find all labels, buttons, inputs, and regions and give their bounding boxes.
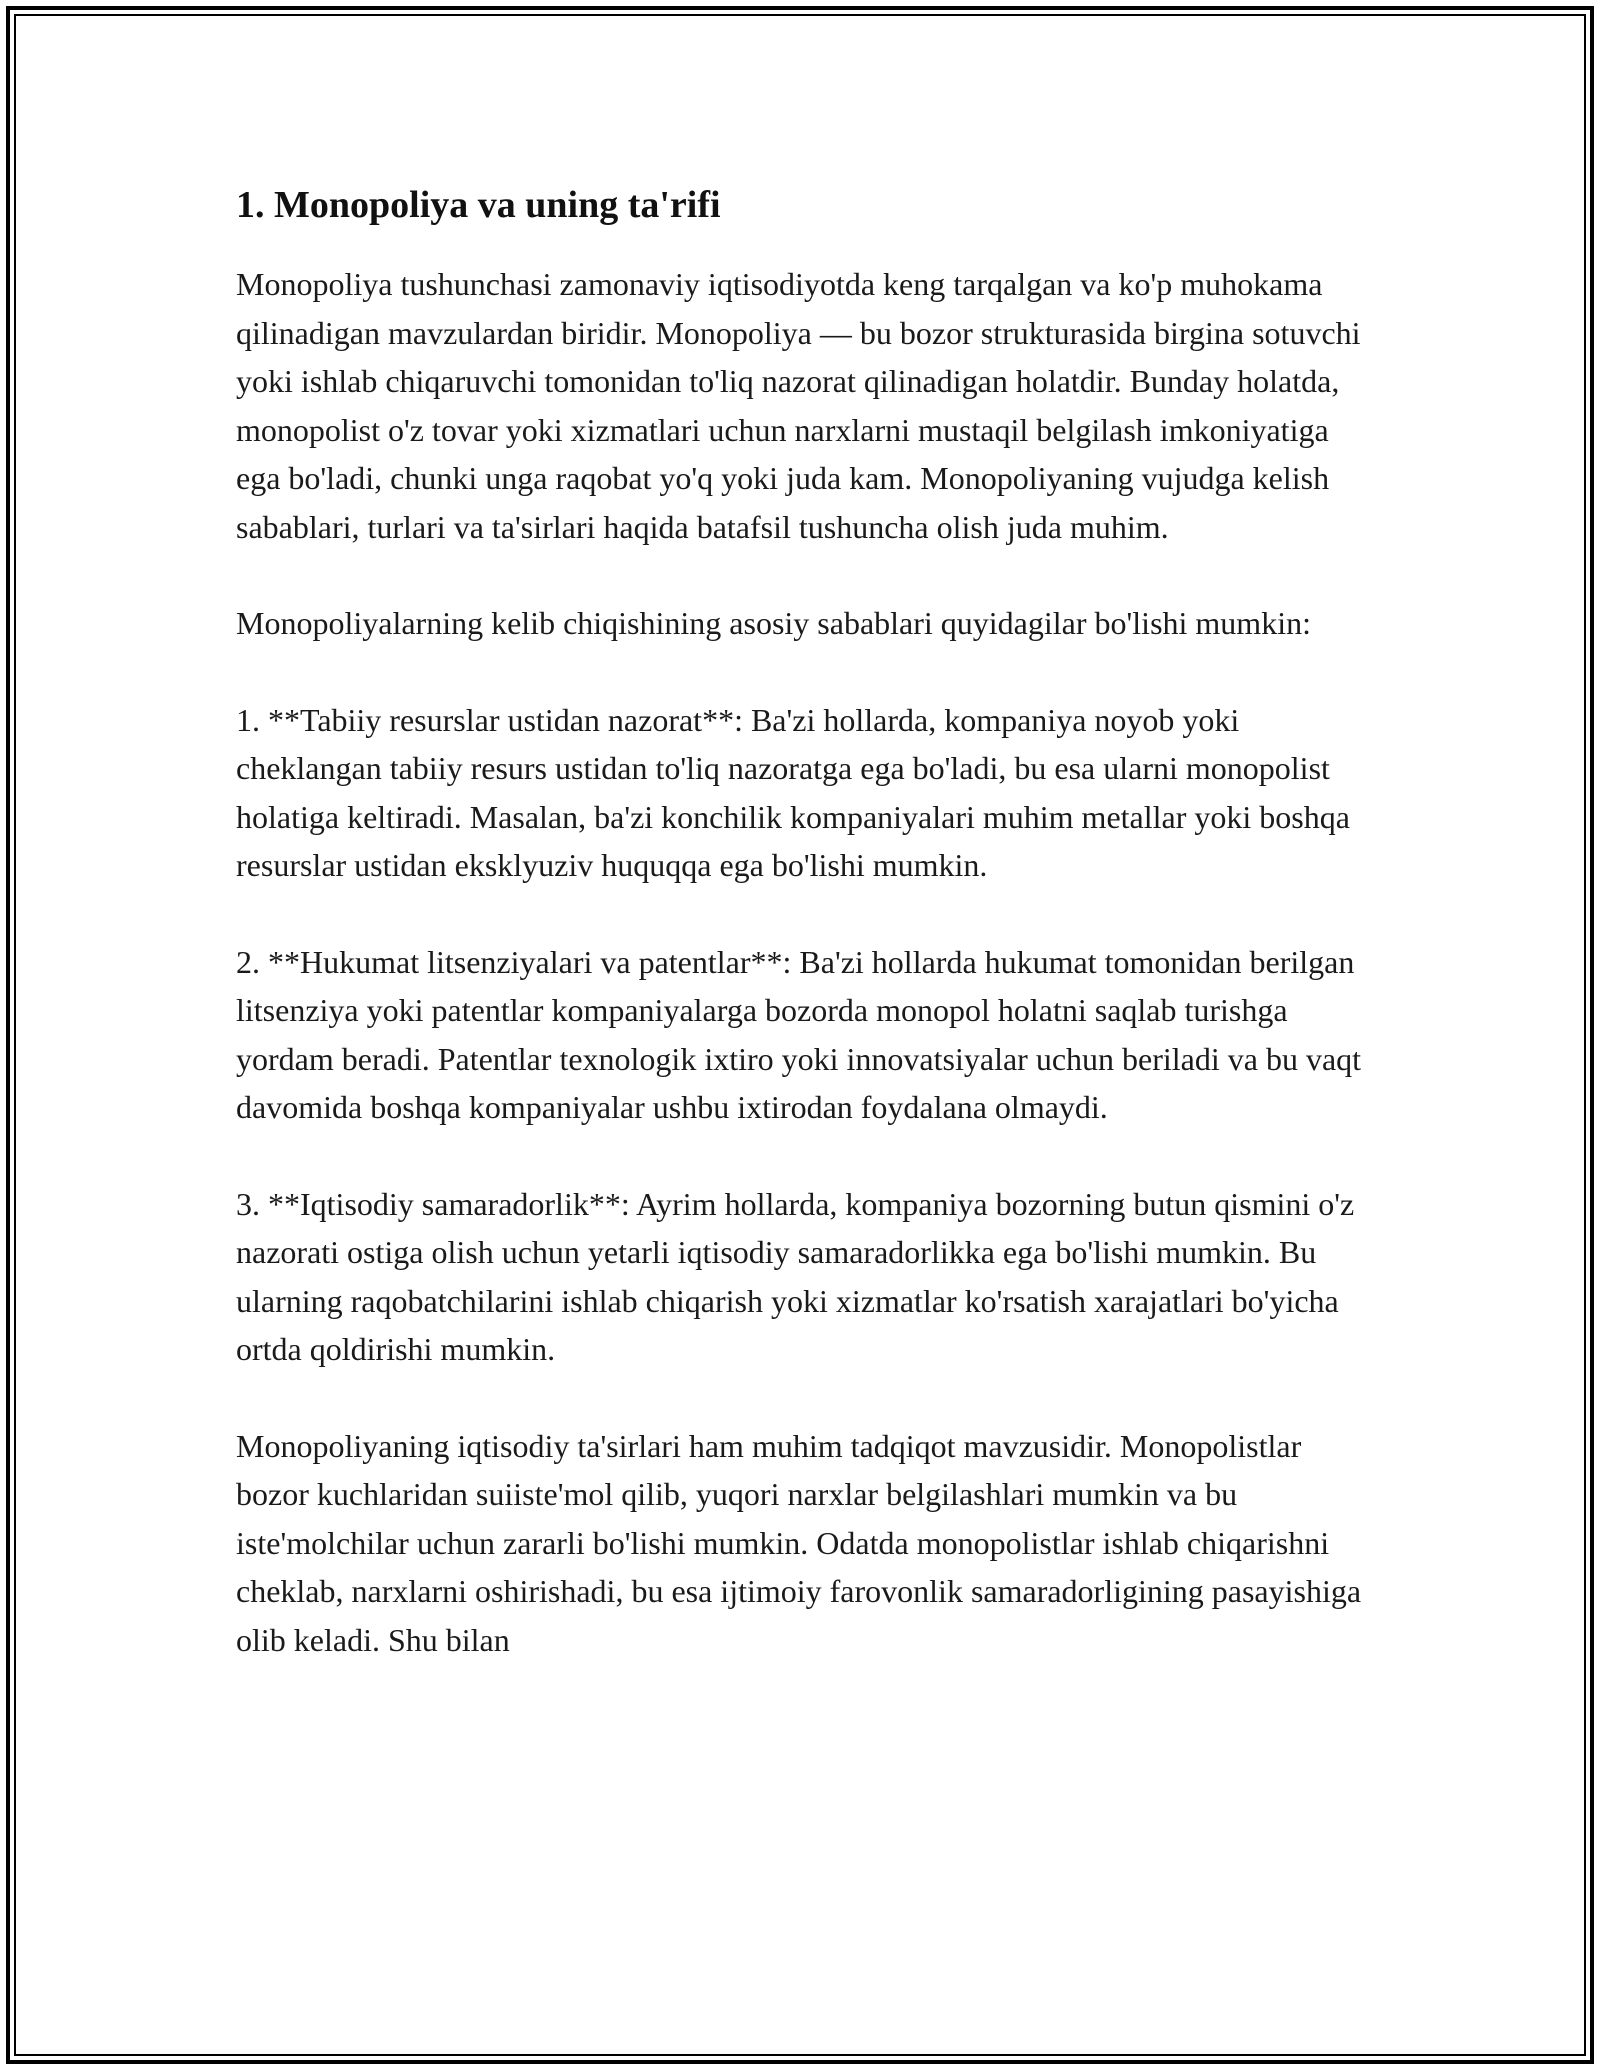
paragraph-intro: Monopoliya tushunchasi zamonaviy iqtisodiyotda keng tarqalgan va ko'p muhokama qilinadigan mavzulardan biridir. Monopoliya — bu bozor strukturasida birgina sotuvchi yoki ishlab chiqaruvchi tomonidan to'liq nazorat qilinadigan holatdir. Bunday holatda, monopolist o'z tovar yoki xizmatlari uchun narxlarni mustaqil belgilash imkoniyatiga ega bo'ladi, chunki unga raqobat yo'q yoki juda kam. Monopoliyaning vujudga kelish sabablari, turlari va ta'sirlari haqida batafsil tushuncha olish juda muhim. bbox=[236, 266, 1361, 545]
paragraph-economic-effects: Monopoliyaning iqtisodiy ta'sirlari ham muhim tadqiqot mavzusidir. Monopolistlar bozor kuchlaridan suiiste'mol qilib, yuqori narxlar belgilashlari mumkin va bu iste'molchilar uchun zararli bo'lishi mumkin. Odatda monopolistlar ishlab chiqarishni cheklab, narxlarni oshirishadi, bu esa ijtimoiy farovonlik samaradorligining pasayishiga olib keladi. Shu bilan bbox=[236, 1427, 1362, 1658]
list-item-government-licenses: 2. **Hukumat litsenziyalari va patentlar**: Ba'zi hollarda hukumat tomonidan berilgan litsenziya yoki patentlar kompaniyalarga bozorda monopol holatni saqlab turishga yordam beradi. Patentlar texnologik ixtiro yoki innovatsiyalar uchun beriladi va bu vaqt davomida boshqa kompaniyalar ushbu ixtirodan foydalana olmaydi. bbox=[236, 943, 1362, 1125]
paragraph-causes-lead: Monopoliyalarning kelib chiqishining asosiy sabablari quyidagilar bo'lishi mumkin: bbox=[236, 605, 1311, 641]
list-item-natural-resources: 1. **Tabiiy resurslar ustidan nazorat**: Ba'zi hollarda, kompaniya noyob yoki cheklangan tabiiy resurs ustidan to'liq nazoratga ega bo'ladi, bu esa ularni monopolist holatiga keltiradi. Masalan, ba'zi konchilik kompaniyalari muhim metallar yoki boshqa resurslar ustidan eksklyuziv huquqqa ega bo'lishi mumkin. bbox=[236, 701, 1350, 883]
list-item-economic-efficiency: 3. **Iqtisodiy samaradorlik**: Ayrim hollarda, kompaniya bozorning butun qismini o'z nazorati ostiga olish uchun yetarli iqtisodiy samaradorlikka ega bo'lishi mumkin. Bu ularning raqobatchilarini ishlab chiqarish yoki xizmatlar ko'rsatish xarajatlari bo'yicha ortda qoldirishi mumkin. bbox=[236, 1185, 1355, 1367]
section-title: 1. Monopoliya va uning ta'rifi bbox=[236, 184, 721, 226]
document-body bbox=[236, 180, 1376, 1712]
